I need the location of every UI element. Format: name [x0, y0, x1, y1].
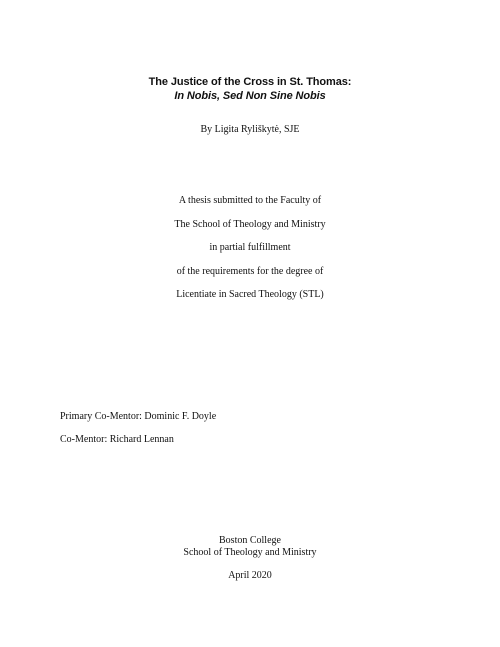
- author-line: By Ligita Ryliškytė, SJE: [200, 124, 300, 135]
- thesis-subtitle: In Nobis, Sed Non Sine Nobis: [174, 90, 326, 102]
- primary-co-mentor: Primary Co-Mentor: Dominic F. Doyle: [60, 411, 217, 422]
- thesis-title: The Justice of the Cross in St. Thomas:: [148, 76, 352, 88]
- institution-name: Boston College: [219, 535, 281, 546]
- co-mentor: Co-Mentor: Richard Lennan: [60, 434, 174, 445]
- school-name: School of Theology and Ministry: [183, 547, 317, 558]
- submission-date: April 2020: [228, 570, 272, 581]
- submission-line-3: in partial fulfillment: [209, 242, 291, 253]
- submission-line-4: of the requirements for the degree of: [176, 266, 324, 277]
- submission-line-5: Licentiate in Sacred Theology (STL): [176, 289, 324, 300]
- submission-line-2: The School of Theology and Ministry: [174, 219, 326, 230]
- submission-line-1: A thesis submitted to the Faculty of: [178, 195, 322, 206]
